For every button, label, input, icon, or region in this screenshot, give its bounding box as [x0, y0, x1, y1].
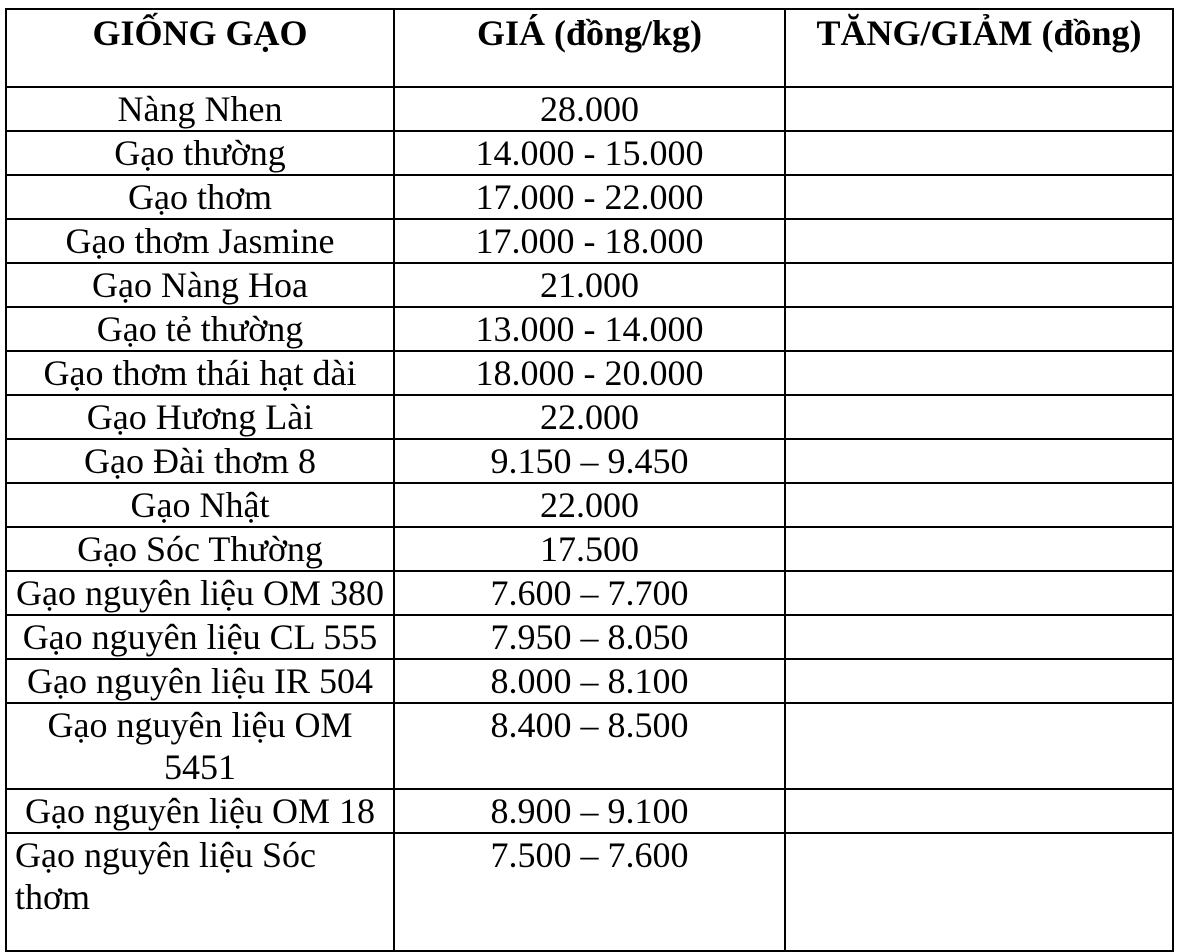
table-row [6, 483, 1173, 527]
rice-price-table [5, 8, 1174, 952]
variety-cell: Gạo thơm thái hạt dài [6, 351, 394, 395]
change-cell [785, 439, 1173, 483]
table-row [6, 833, 1173, 951]
header-row [6, 9, 1173, 87]
price-cell: 14.000 - 15.000 [394, 131, 785, 175]
price-cell: 7.950 – 8.050 [394, 615, 785, 659]
change-cell [785, 833, 1173, 951]
variety-cell: Gạo nguyên liệu OM 18 [6, 789, 394, 833]
price-cell: 22.000 [394, 483, 785, 527]
table-row [6, 175, 1173, 219]
header-change: TĂNG/GIẢM (đồng) [785, 9, 1173, 87]
change-cell [785, 395, 1173, 439]
table-row [6, 263, 1173, 307]
change-cell [785, 615, 1173, 659]
price-cell: 17.000 - 18.000 [394, 219, 785, 263]
price-cell: 17.000 - 22.000 [394, 175, 785, 219]
variety-cell: Gạo Nàng Hoa [6, 263, 394, 307]
change-cell [785, 703, 1173, 789]
table-row [6, 131, 1173, 175]
price-cell: 8.900 – 9.100 [394, 789, 785, 833]
header-variety: GIỐNG GẠO [6, 9, 394, 87]
header-price: GIÁ (đồng/kg) [394, 9, 785, 87]
variety-cell: Gạo Đài thơm 8 [6, 439, 394, 483]
variety-text: Gạo nguyên liệu OM 5451 [47, 705, 353, 787]
price-cell: 21.000 [394, 263, 785, 307]
change-cell [785, 87, 1173, 131]
variety-cell: Gạo thường [6, 131, 394, 175]
variety-cell: Gạo tẻ thường [6, 307, 394, 351]
variety-cell: Nàng Nhen [6, 87, 394, 131]
price-cell: 13.000 - 14.000 [394, 307, 785, 351]
change-cell [785, 483, 1173, 527]
variety-cell: Gạo nguyên liệu OM 380 [6, 571, 394, 615]
change-cell [785, 219, 1173, 263]
variety-cell: Gạo thơm [6, 175, 394, 219]
table-row [6, 219, 1173, 263]
price-cell: 17.500 [394, 527, 785, 571]
change-cell [785, 263, 1173, 307]
change-cell [785, 571, 1173, 615]
price-cell: 9.150 – 9.450 [394, 439, 785, 483]
change-cell [785, 659, 1173, 703]
change-cell [785, 175, 1173, 219]
table-row [6, 615, 1173, 659]
variety-cell: Gạo Nhật [6, 483, 394, 527]
table-row [6, 659, 1173, 703]
price-cell: 8.400 – 8.500 [394, 703, 785, 789]
variety-cell: Gạo Sóc Thường [6, 527, 394, 571]
variety-cell: Gạo nguyên liệu CL 555 [6, 615, 394, 659]
change-cell [785, 789, 1173, 833]
table-row [6, 87, 1173, 131]
change-cell [785, 131, 1173, 175]
variety-text: Gạo nguyên liệu Sóc thơm [15, 835, 316, 917]
price-cell: 7.500 – 7.600 [394, 833, 785, 951]
price-cell: 28.000 [394, 87, 785, 131]
variety-cell: Gạo thơm Jasmine [6, 219, 394, 263]
variety-cell: Gạo nguyên liệu IR 504 [6, 659, 394, 703]
table-row [6, 527, 1173, 571]
table-row [6, 571, 1173, 615]
variety-cell [6, 833, 394, 951]
change-cell [785, 351, 1173, 395]
price-cell: 22.000 [394, 395, 785, 439]
variety-cell [6, 703, 394, 789]
change-cell [785, 527, 1173, 571]
table-row [6, 439, 1173, 483]
table-row [6, 703, 1173, 789]
price-cell: 8.000 – 8.100 [394, 659, 785, 703]
change-cell [785, 307, 1173, 351]
table-row [6, 307, 1173, 351]
variety-cell: Gạo Hương Lài [6, 395, 394, 439]
table-row [6, 351, 1173, 395]
price-cell: 18.000 - 20.000 [394, 351, 785, 395]
price-cell: 7.600 – 7.700 [394, 571, 785, 615]
table-row [6, 789, 1173, 833]
table-row [6, 395, 1173, 439]
